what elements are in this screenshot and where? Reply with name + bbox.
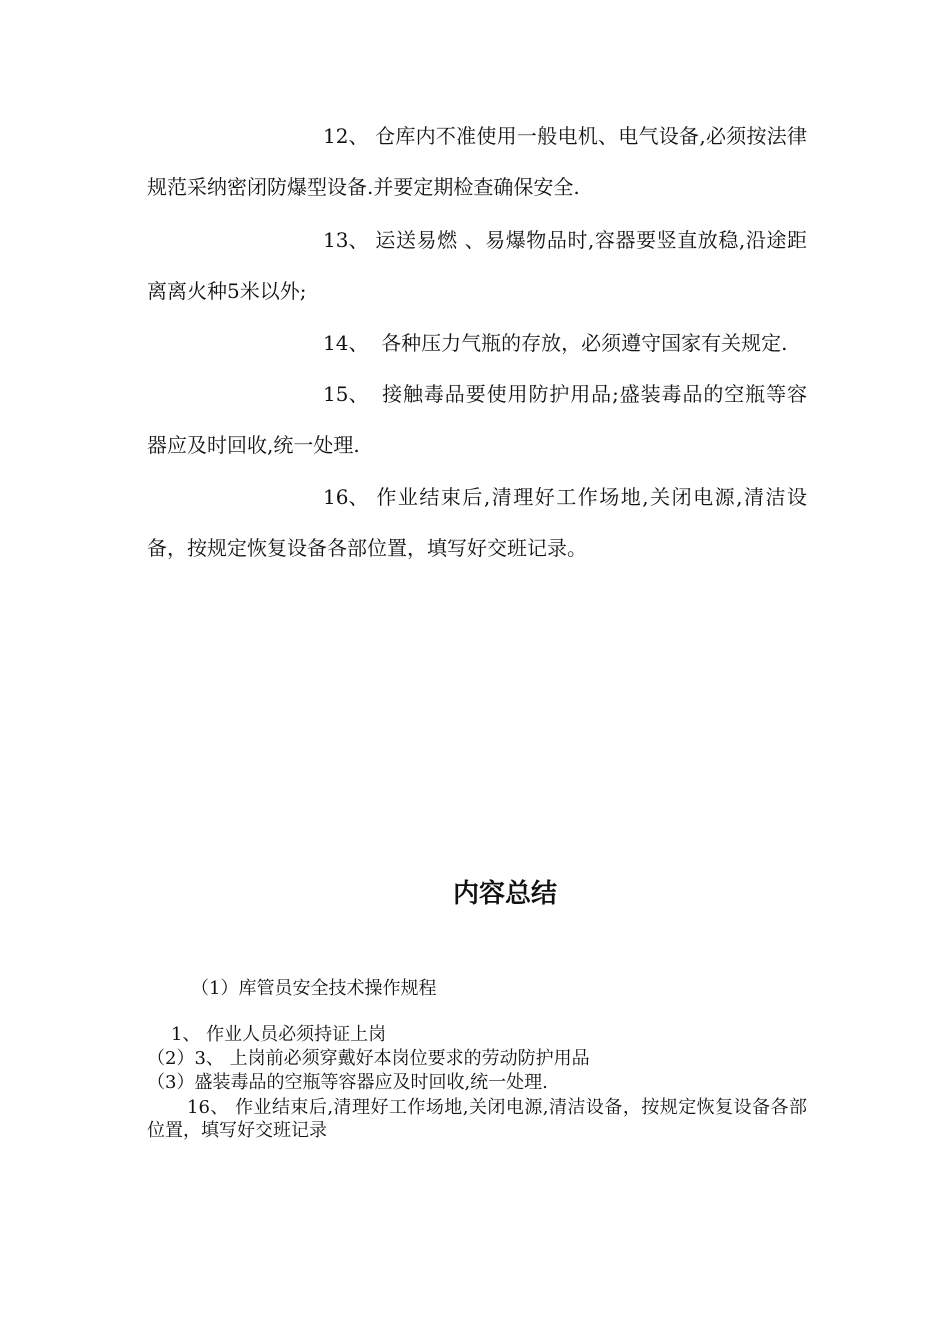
rule-text: 接触毒品要使用防护用品;盛装毒品的空瓶等容器应及时回收,统一处理. (147, 382, 807, 457)
summary-title: 内容总结 (452, 879, 557, 909)
rule-number: 12、 (323, 124, 375, 148)
rule-item-13 (147, 215, 807, 317)
rule-number: 14、 (323, 331, 375, 355)
rule-number: 16、 (323, 485, 375, 509)
summary-line: （3）盛装毒品的空瓶等容器应及时回收,统一处理. (147, 1072, 548, 1093)
summary-line: 1、 作业人员必须持证上岗 (171, 1024, 387, 1045)
summary-line: 16、 作业结束后,清理好工作场地,关闭电源,清洁设备，按规定恢复设备各部位置，填写好交班记录 (147, 1097, 807, 1141)
summary-line: （2）3、 上岗前必须穿戴好本岗位要求的劳动防护用品 (147, 1048, 590, 1069)
rule-text: 仓库内不准使用一般电机、电气设备,必须按法律规范采纳密闭防爆型设备.并要定期检查确保安全. (147, 124, 807, 199)
rule-item-12 (147, 111, 807, 213)
summary-line: （1）库管员安全技术操作规程 (191, 978, 437, 999)
rule-text: 运送易燃 、易爆物品时,容器要竖直放稳,沿途距离离火种5米以外; (147, 228, 807, 303)
rule-number: 13、 (323, 228, 375, 252)
rule-number: 15、 (323, 382, 375, 406)
rule-item-14 (147, 318, 807, 369)
rule-item-15 (147, 369, 807, 471)
rule-text: 作业结束后,清理好工作场地,关闭电源,清洁设备，按规定恢复设备各部位置，填写好交班记录。 (147, 485, 807, 560)
rule-text: 各种压力气瓶的存放，必须遵守国家有关规定. (374, 331, 788, 355)
rule-item-16 (147, 472, 807, 574)
